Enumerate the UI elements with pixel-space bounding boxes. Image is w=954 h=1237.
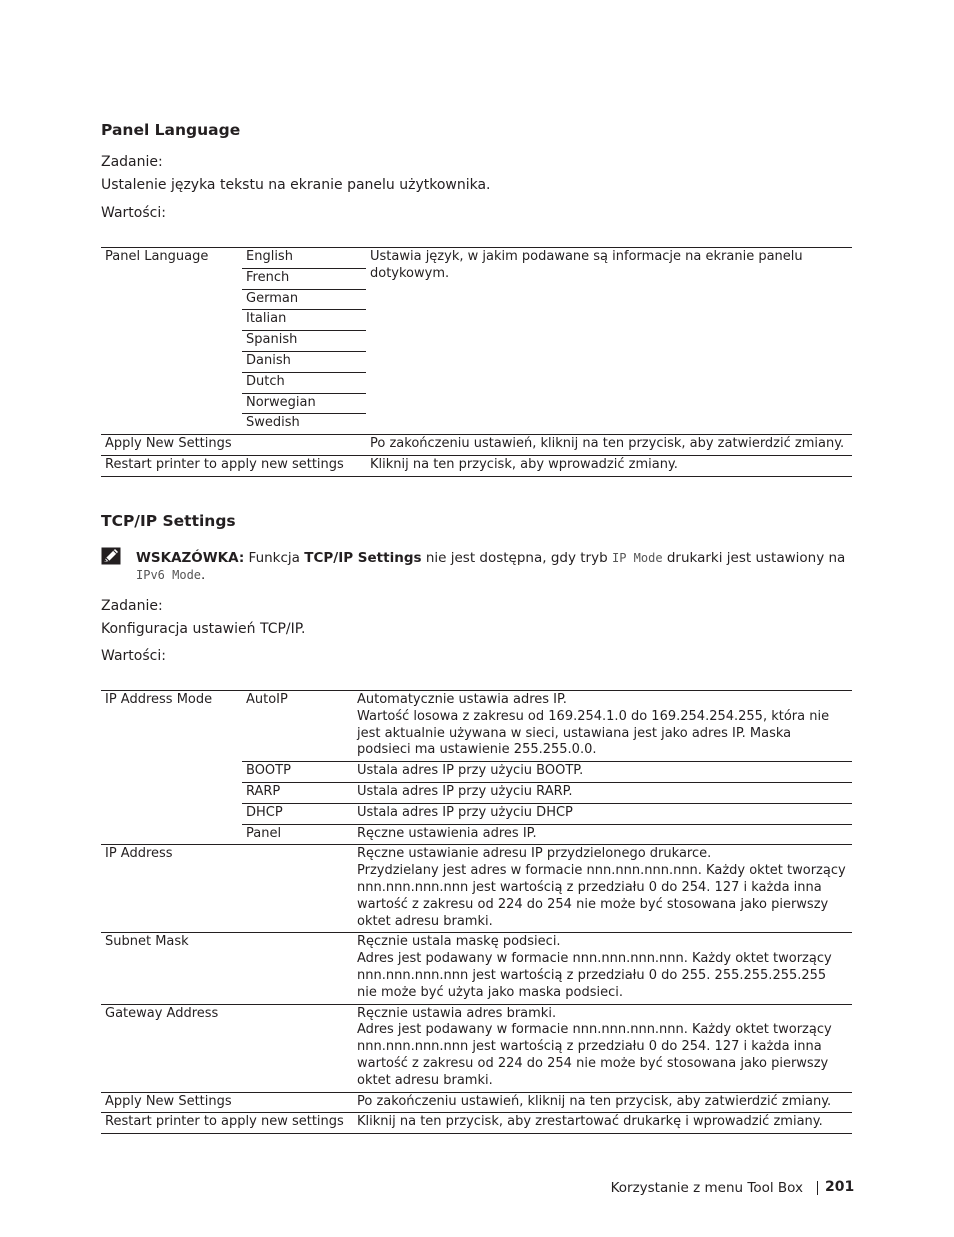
task-text: Ustalenie języka tekstu na ekranie panelu użytkownika.	[101, 177, 491, 193]
table-row	[101, 435, 852, 456]
item-description: Kliknij na ten przycisk, aby zrestartować drukarkę i wprowadzić zmiany.	[357, 1114, 823, 1130]
values-label: Wartości:	[101, 205, 166, 221]
mode-option: RARP	[242, 782, 353, 803]
mode-option: AutoIP	[242, 691, 353, 762]
table-row	[101, 1113, 852, 1134]
mode-option: Panel	[246, 825, 282, 841]
panel-language-table	[101, 247, 852, 477]
note-code-ip-mode: IP Mode	[611, 551, 663, 565]
language-option: Norwegian	[242, 393, 366, 414]
mode-description: Automatycznie ustawia adres IP. Wartość losowa z zakresu od 169.254.1.0 do 169.254.254.255, która nie jest aktualnie używana w sieci, ustawiana jest jako adres IP. Maska podsieci ma ustawienie 255.255.0.0.	[353, 691, 852, 762]
item-name: Subnet Mask	[105, 934, 189, 950]
page-number: 201	[825, 1179, 855, 1195]
item-ip-address-mode: IP Address Mode	[105, 692, 213, 707]
item-name: Restart printer to apply new settings	[105, 1114, 344, 1130]
language-option: English	[242, 248, 366, 269]
language-option: Dutch	[242, 372, 366, 393]
item-name: Apply New Settings	[105, 1093, 232, 1109]
mode-description: Ustala adres IP przy użyciu RARP.	[353, 782, 852, 803]
table-row	[101, 1092, 852, 1113]
language-option: Danish	[242, 351, 366, 372]
item-description: Po zakończeniu ustawień, kliknij na ten przycisk, aby zatwierdzić zmiany.	[357, 1093, 832, 1109]
note-prefix: WSKAZÓWKA:	[136, 550, 245, 566]
mode-description: Ustala adres IP przy użyciu BOOTP.	[353, 762, 852, 783]
mode-description: Ręczne ustawienia adres IP.	[357, 825, 537, 841]
item-name: Gateway Address	[105, 1005, 219, 1021]
note-text: WSKAZÓWKA: Funkcja TCP/IP Settings nie jest dostępna, gdy tryb IP Mode drukarki jest ustawiony na IPv6 Mode.	[136, 550, 846, 583]
mode-description: Ustala adres IP przy użyciu DHCP	[353, 803, 852, 824]
language-option: French	[242, 268, 366, 289]
footer-divider	[817, 1181, 818, 1195]
task-label: Zadanie:	[101, 154, 163, 170]
item-name: Restart printer to apply new settings	[105, 456, 344, 472]
language-option: Italian	[242, 310, 366, 331]
language-option: Swedish	[246, 415, 300, 431]
mode-option: BOOTP	[242, 762, 353, 783]
tcpip-settings-heading: TCP/IP Settings	[101, 512, 236, 530]
task-label: Zadanie:	[101, 598, 163, 614]
table-row	[101, 1004, 852, 1092]
item-name: Apply New Settings	[105, 436, 232, 452]
footer-chapter: Korzystanie z menu Tool Box	[610, 1180, 803, 1196]
language-option: Spanish	[242, 331, 366, 352]
item-description: Kliknij na ten przycisk, aby wprowadzić zmiany.	[370, 456, 678, 472]
table-row	[101, 933, 852, 1004]
note-code-ipv6-mode: IPv6 Mode	[136, 568, 202, 582]
item-description: Ręcznie ustawia adres bramki. Adres jest podawany w formacie nnn.nnn.nnn.nnn. Każdy oktet tworzący nnn.nnn.nnn.nnn jest wartością z przedziału 0 do 254. 127 i każda inna wartość z zakresu od 224 do 254 nie może być stosowana jako pierwszy oktet adresu bramki.	[357, 1005, 832, 1088]
task-text: Konfiguracja ustawień TCP/IP.	[101, 621, 306, 637]
values-label: Wartości:	[101, 648, 166, 664]
item-description: Po zakończeniu ustawień, kliknij na ten przycisk, aby zatwierdzić zmiany.	[370, 436, 845, 452]
item-panel-language: Panel Language	[105, 249, 209, 264]
item-description: Ręczne ustawianie adresu IP przydzielonego drukarce. Przydzielany jest adres w formacie nnn.nnn.nnn.nnn. Każdy oktet tworzący nnn.nnn.nnn.nnn jest wartością z przedziału 0 do 254. 127 i każda inna wartość z zakresu od 224 do 254 nie może być stosowana jako pierwszy oktet adresu bramki.	[357, 846, 846, 929]
panel-language-heading: Panel Language	[101, 121, 241, 139]
note-feature: TCP/IP Settings	[304, 550, 422, 566]
note-pencil-icon	[101, 547, 121, 565]
mode-option: DHCP	[242, 803, 353, 824]
tcpip-settings-table	[101, 690, 852, 1134]
item-description: Ręcznie ustala maskę podsieci. Adres jest podawany w formacie nnn.nnn.nnn.nnn. Każdy oktet tworzący nnn.nnn.nnn.nnn jest wartością z przedziału 0 do 255. 255.255.255.255 nie może być użyta jako maska podsieci.	[357, 934, 832, 1000]
table-row	[101, 455, 852, 476]
item-name: IP Address	[105, 846, 173, 862]
table-row	[101, 845, 852, 933]
language-option: German	[242, 289, 366, 310]
panel-language-description: Ustawia język, w jakim podawane są informacje na ekranie panelu dotykowym.	[370, 249, 803, 281]
